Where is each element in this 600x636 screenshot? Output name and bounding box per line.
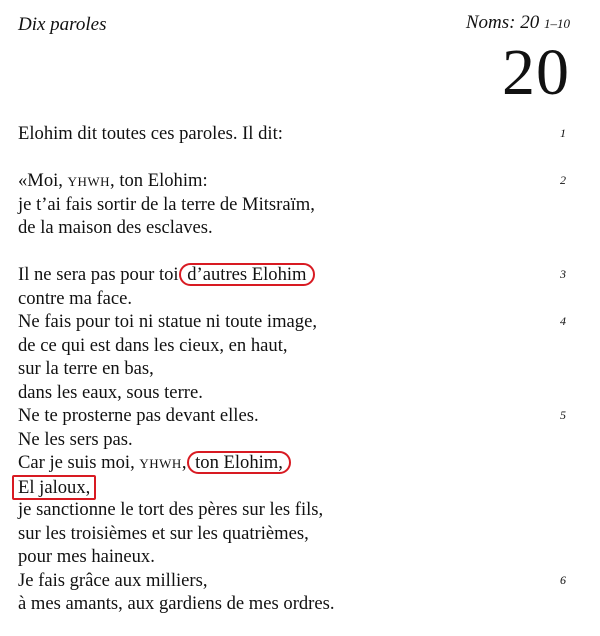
text-line xyxy=(18,334,578,358)
running-head-reference xyxy=(466,12,570,34)
text-line xyxy=(18,569,578,593)
line-text: , ton Elohim: xyxy=(110,170,208,191)
scripture-text xyxy=(18,122,578,616)
line-text: pour mes haineux. xyxy=(18,546,155,567)
text-line xyxy=(18,216,578,240)
line-text: dans les eaux, sous terre. xyxy=(18,381,203,403)
text-line xyxy=(18,310,578,334)
line-text: sur la terre en bas, xyxy=(18,358,154,379)
verse-number: 6 xyxy=(560,572,566,587)
line-text: de la maison des esclaves. xyxy=(18,217,213,238)
text-line xyxy=(18,381,578,405)
divine-name: YHWH xyxy=(67,174,111,189)
verse-number: 5 xyxy=(560,408,566,422)
line-text: Il ne sera pas pour toi xyxy=(18,264,184,285)
line-text: , xyxy=(181,452,192,473)
reference-label: Noms: 20 xyxy=(465,12,540,33)
text-line xyxy=(18,475,578,499)
text-line xyxy=(18,545,578,569)
verse-number: 3 xyxy=(560,267,566,281)
text-line xyxy=(18,428,578,452)
text-line xyxy=(18,522,578,546)
line-text: sur les troisièmes et sur les quatrièmes, xyxy=(18,522,309,544)
circled-annotation: ton Elohim, xyxy=(187,451,291,474)
line-text: Je fais grâce aux milliers, xyxy=(18,569,208,591)
text-line xyxy=(18,263,578,287)
line-text: «Moi, xyxy=(18,170,68,191)
line-text: Elohim dit toutes ces paroles. Il dit: xyxy=(18,123,283,144)
text-line xyxy=(18,592,578,616)
text-line xyxy=(18,498,578,522)
circled-annotation: d’autres Elohim xyxy=(179,263,314,286)
line-text: je sanctionne le tort des pères sur les fils, xyxy=(18,499,324,520)
running-head-title: Dix paroles xyxy=(18,14,107,35)
text-line xyxy=(18,169,578,193)
line-text: Car je suis moi, xyxy=(18,452,140,473)
divine-name: YHWH xyxy=(139,456,182,471)
boxed-annotation: El jaloux, xyxy=(12,475,96,500)
verse-number: 4 xyxy=(560,314,566,328)
line-text: Ne te prosterne pas devant elles. xyxy=(18,405,259,426)
line-text: Ne fais pour toi ni statue ni toute image, xyxy=(18,311,317,332)
line-text: de ce qui est dans les cieux, en haut, xyxy=(18,334,288,356)
line-text: contre ma face. xyxy=(18,287,133,309)
stanza-gap xyxy=(18,240,578,264)
text-line xyxy=(18,451,578,475)
text-line xyxy=(18,122,578,146)
text-line xyxy=(18,287,578,311)
verse-number: 2 xyxy=(560,173,566,187)
line-text: à mes amants, aux gardiens de mes ordres. xyxy=(18,593,335,614)
line-text: je t’ai fais sortir de la terre de Mitsraïm, xyxy=(18,193,315,215)
chapter-number: 20 xyxy=(502,36,570,109)
text-line xyxy=(18,404,578,428)
text-line xyxy=(18,357,578,381)
reference-range: 1–10 xyxy=(544,16,570,31)
line-text: Ne les sers pas. xyxy=(18,428,133,450)
stanza-gap xyxy=(18,146,578,170)
text-line xyxy=(18,193,578,217)
verse-number: 1 xyxy=(560,126,566,140)
